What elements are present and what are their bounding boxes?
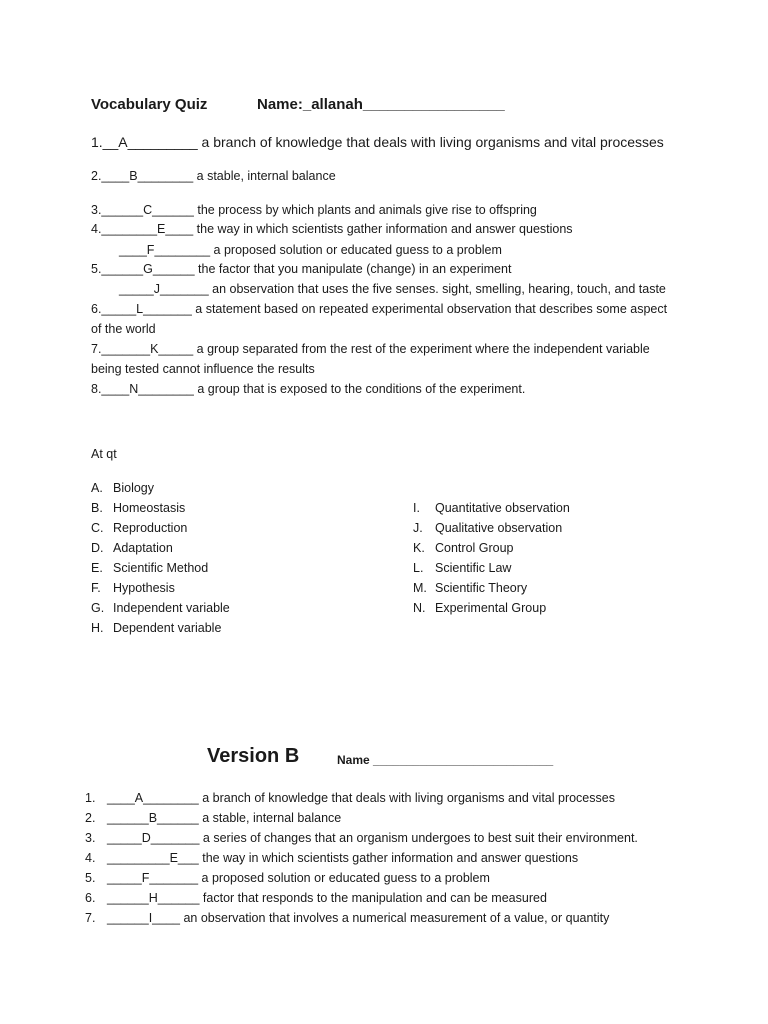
key-item bbox=[91, 478, 230, 498]
key-letter: K. bbox=[413, 541, 425, 555]
key-item bbox=[91, 578, 230, 598]
key-letter: J. bbox=[413, 521, 423, 535]
list-item bbox=[85, 908, 638, 928]
key-letter: C. bbox=[91, 521, 104, 535]
version-b-title: Version B bbox=[207, 745, 300, 767]
key-item bbox=[91, 598, 230, 618]
key-item bbox=[91, 558, 230, 578]
key-item bbox=[413, 538, 570, 558]
key-term: Dependent variable bbox=[113, 621, 222, 635]
quiz-item-6: 6._____L_______ a statement based on repeated experimental observation that describes some aspect bbox=[91, 302, 668, 316]
version-b-list bbox=[85, 788, 638, 928]
key-letter: D. bbox=[91, 541, 104, 555]
item-number: 7. bbox=[85, 911, 96, 925]
item-text: _________E___ the way in which scientists gather information and answer questions bbox=[107, 851, 579, 865]
key-term: Control Group bbox=[435, 541, 514, 555]
key-term: Reproduction bbox=[113, 521, 188, 535]
key-item bbox=[91, 618, 230, 638]
key-item bbox=[91, 538, 230, 558]
list-item bbox=[85, 788, 638, 808]
key-letter: B. bbox=[91, 501, 103, 515]
key-item bbox=[413, 578, 570, 598]
key-letter: L. bbox=[413, 561, 424, 575]
item-number: 2. bbox=[85, 811, 96, 825]
list-item bbox=[85, 808, 638, 828]
item-text: ____A________ a branch of knowledge that deals with living organisms and vital processes bbox=[107, 791, 615, 805]
quiz-item-1: 1.__A_________ a branch of knowledge that deals with living organisms and vital processes bbox=[91, 134, 664, 150]
list-item bbox=[85, 868, 638, 888]
key-item bbox=[413, 498, 570, 518]
student-name-line: Name:_allanah_________________ bbox=[257, 96, 505, 113]
key-term: Scientific Theory bbox=[435, 581, 528, 595]
item-text: _____D_______ a series of changes that an organism undergoes to best suit their environment. bbox=[107, 831, 638, 845]
item-number: 4. bbox=[85, 851, 96, 865]
key-letter: G. bbox=[91, 601, 105, 615]
key-term: Biology bbox=[113, 481, 154, 495]
item-number: 5. bbox=[85, 871, 96, 885]
quiz-item-6-continued: of the world bbox=[91, 322, 156, 336]
key-term: Adaptation bbox=[113, 541, 173, 555]
key-term: Scientific Method bbox=[113, 561, 209, 575]
list-item bbox=[85, 828, 638, 848]
item-text: _____F_______ a proposed solution or educated guess to a problem bbox=[107, 871, 490, 885]
key-term: Independent variable bbox=[113, 601, 230, 615]
key-letter: I. bbox=[413, 501, 420, 515]
note-text: At qt bbox=[91, 447, 117, 461]
quiz-item-8: 8.____N________ a group that is exposed to the conditions of the experiment. bbox=[91, 382, 526, 396]
quiz-item-7: 7._______K_____ a group separated from the rest of the experiment where the independent variable bbox=[91, 342, 650, 356]
key-letter: N. bbox=[413, 601, 426, 615]
item-number: 6. bbox=[85, 891, 96, 905]
key-letter: H. bbox=[91, 621, 104, 635]
quiz-item-f: ____F________ a proposed solution or educated guess to a problem bbox=[119, 243, 502, 257]
quiz-title: Vocabulary Quiz bbox=[91, 96, 208, 113]
list-item bbox=[85, 888, 638, 908]
key-letter: M. bbox=[413, 581, 427, 595]
item-text: ______H______ factor that responds to the manipulation and can be measured bbox=[107, 891, 547, 905]
answer-key-right bbox=[413, 498, 570, 618]
item-text: ______I____ an observation that involves a numerical measurement of a value, or quantity bbox=[107, 911, 610, 925]
key-item bbox=[413, 558, 570, 578]
version-b-name-line: Name ___________________________ bbox=[337, 753, 554, 767]
list-item bbox=[85, 848, 638, 868]
key-item bbox=[91, 498, 230, 518]
key-item bbox=[91, 518, 230, 538]
key-letter: A. bbox=[91, 481, 103, 495]
quiz-item-3: 3.______C______ the process by which plants and animals give rise to offspring bbox=[91, 203, 537, 217]
key-item bbox=[413, 598, 570, 618]
key-item bbox=[413, 518, 570, 538]
key-term: Homeostasis bbox=[113, 501, 186, 515]
item-text: ______B______ a stable, internal balance bbox=[107, 811, 342, 825]
key-term: Qualitative observation bbox=[435, 521, 563, 535]
key-letter: E. bbox=[91, 561, 103, 575]
quiz-item-5: 5.______G______ the factor that you manipulate (change) in an experiment bbox=[91, 262, 512, 276]
key-term: Hypothesis bbox=[113, 581, 175, 595]
quiz-item-7-continued: being tested cannot influence the results bbox=[91, 362, 315, 376]
item-number: 1. bbox=[85, 791, 96, 805]
item-number: 3. bbox=[85, 831, 96, 845]
quiz-item-4: 4.________E____ the way in which scientists gather information and answer questions bbox=[91, 222, 573, 236]
key-term: Quantitative observation bbox=[435, 501, 570, 515]
quiz-item-j: _____J_______ an observation that uses the five senses. sight, smelling, hearing, touch, and taste bbox=[119, 282, 666, 296]
key-letter: F. bbox=[91, 581, 101, 595]
quiz-item-2: 2.____B________ a stable, internal balance bbox=[91, 169, 336, 183]
answer-key-left bbox=[91, 478, 230, 638]
key-term: Experimental Group bbox=[435, 601, 547, 615]
key-term: Scientific Law bbox=[435, 561, 512, 575]
